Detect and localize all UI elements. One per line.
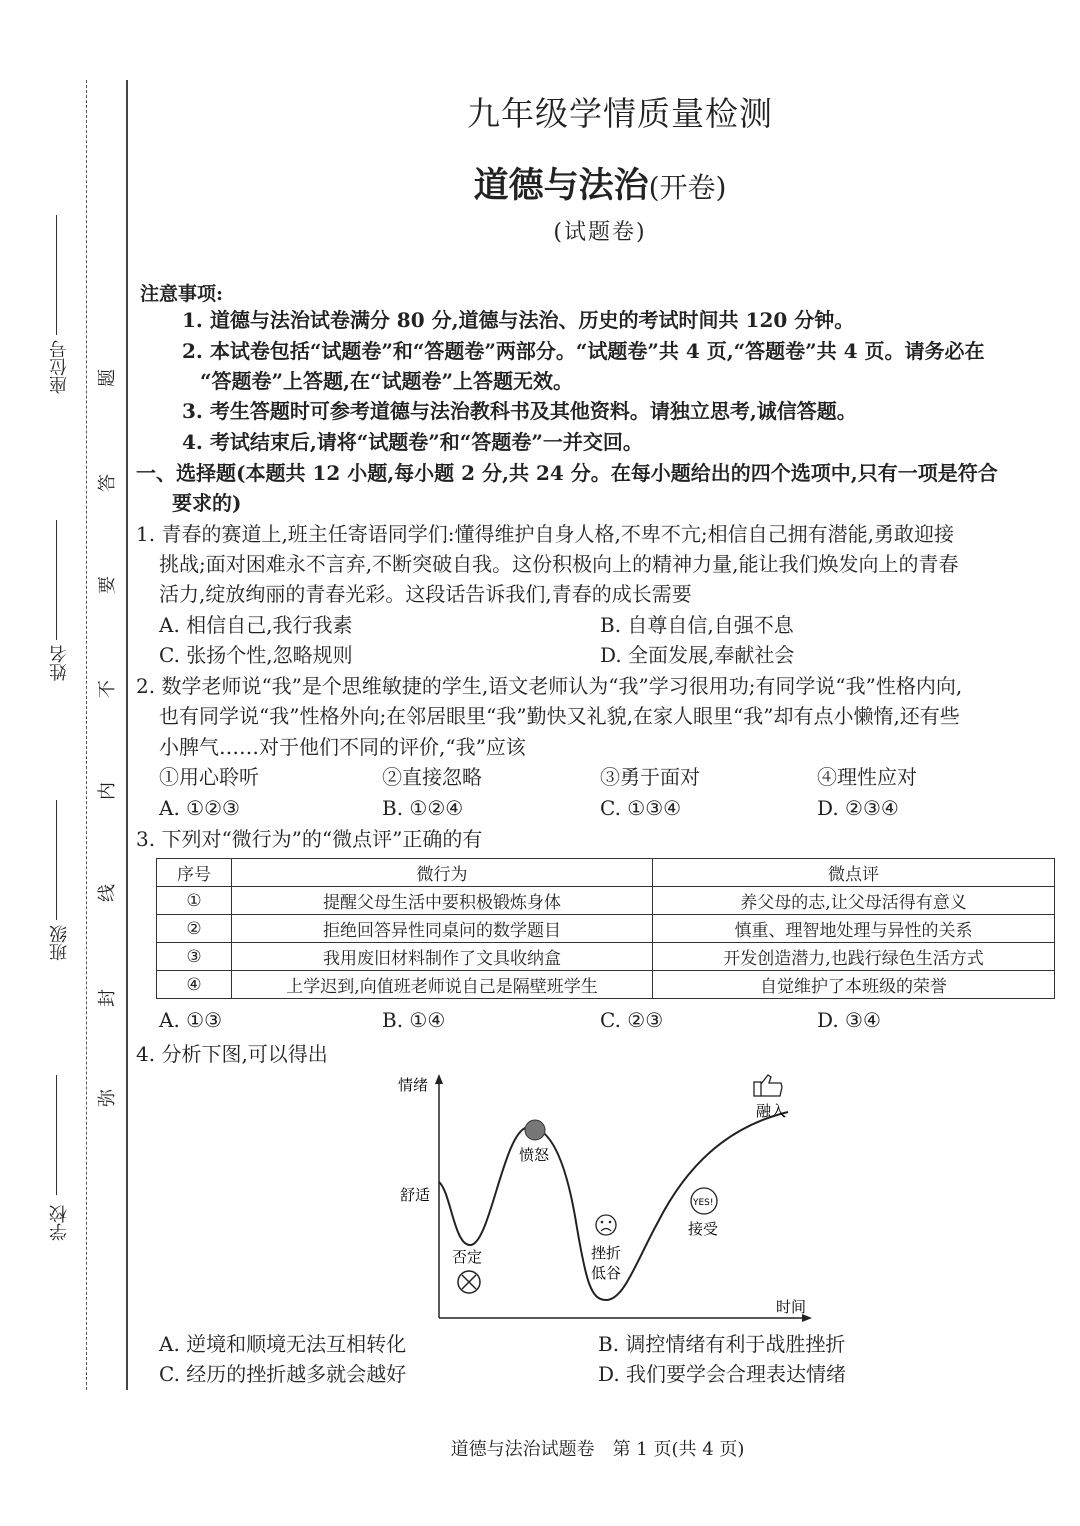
q4-option-b: B. 调控情绪有利于战胜挫折	[598, 1332, 846, 1356]
table-cell: 我用废旧材料制作了文具收纳盒	[232, 943, 653, 971]
x-axis-label: 时间	[776, 1298, 807, 1316]
yes-badge-text: YES!	[693, 1198, 714, 1208]
stage-denial: 否定	[452, 1248, 483, 1266]
q2-item-2: ②直接忽略	[382, 765, 482, 789]
notice-item-3: 3. 考生答题时可参考道德与法治教科书及其他资料。请独立思考,诚信答题。	[182, 399, 857, 423]
exam-title: 九年级学情质量检测	[467, 94, 773, 133]
q2-stem-line-1: 2. 数学老师说“我”是个思维敏捷的学生,语文老师认为“我”学习很用功;有同学说“我”性格内向,	[136, 674, 963, 698]
stage-acceptance: 接受	[688, 1220, 719, 1238]
table-cell: 慎重、理智地处理与异性的关系	[653, 915, 1055, 943]
q2-option-b: B. ①②④	[382, 796, 464, 820]
q2-stem-line-3: 小脾气……对于他们不同的评价,“我”应该	[159, 735, 526, 759]
baseline-label: 舒适	[400, 1186, 431, 1204]
table-header-cell: 微行为	[232, 859, 653, 887]
sad-face-mouth	[601, 1229, 611, 1232]
seal-char-2: 答	[97, 474, 118, 492]
q4-option-c: C. 经历的挫折越多就会越好	[159, 1362, 407, 1386]
q3-option-d: D. ③④	[817, 1008, 881, 1032]
subject-title	[0, 158, 1080, 208]
school-label-text: 学校	[49, 1205, 70, 1241]
stage-integration: 融入	[756, 1102, 787, 1120]
sad-face-eye-left	[601, 1221, 604, 1224]
emotion-curve-chart	[396, 1072, 816, 1322]
table-cell: 开发创造潜力,也践行绿色生活方式	[653, 943, 1055, 971]
paper-type: (试题卷)	[553, 220, 647, 245]
notice-item-1: 1. 道德与法治试卷满分 80 分,道德与法治、历史的考试时间共 120 分钟。	[182, 308, 855, 332]
q2-stem-line-2: 也有同学说“我”性格外向;在邻居眼里“我”勤快又礼貌,在家人眼里“我”却有点小懒惰,还有些	[159, 704, 960, 728]
table-header-cell: 序号	[157, 859, 232, 887]
table-row	[157, 915, 1055, 943]
y-axis-label: 情绪	[398, 1076, 429, 1094]
q3-table	[156, 858, 1055, 999]
class-label-text: 班级	[49, 925, 70, 961]
seal-char-5: 内	[97, 782, 118, 800]
seal-char-1: 题	[97, 369, 118, 387]
seal-char-3: 要	[97, 576, 118, 594]
q1-option-c: C. 张扬个性,忽略规则	[159, 643, 353, 667]
table-cell: 上学迟到,向值班老师说自己是隔壁班学生	[232, 971, 653, 999]
sad-face-icon	[596, 1215, 616, 1235]
dashed-fold-line	[86, 80, 87, 1390]
thumbs-up-hand	[761, 1075, 782, 1096]
seal-char-8: 弥	[97, 1089, 118, 1107]
q2-option-c: C. ①③④	[600, 796, 682, 820]
table-cell: 提醒父母生活中要积极锻炼身体	[232, 887, 653, 915]
notice-heading: 注意事项:	[140, 283, 224, 305]
q4-option-d: D. 我们要学会合理表达情绪	[598, 1362, 847, 1386]
table-cell: ②	[157, 915, 232, 943]
q4-option-a: A. 逆境和顺境无法互相转化	[159, 1332, 407, 1356]
stage-frustration: 挫折	[591, 1244, 622, 1262]
q1-option-b: B. 自尊自信,自强不息	[600, 613, 794, 637]
q1-option-d: D. 全面发展,奉献社会	[600, 643, 795, 667]
q1-option-a: A. 相信自己,我行我素	[159, 613, 353, 637]
angry-face-icon	[525, 1120, 545, 1140]
seal-char-6: 线	[97, 884, 118, 902]
seal-char-7: 封	[97, 989, 118, 1007]
q2-option-a: A. ①②③	[159, 796, 240, 820]
seal-char-4: 不	[97, 680, 118, 698]
stage-low-point: 低谷	[591, 1264, 622, 1282]
school-underline	[56, 1075, 75, 1195]
notice-item-2-cont: “答题卷”上答题,在“试题卷”上答题无效。	[200, 369, 573, 393]
q1-stem-line-2: 挑战;面对困难永不言弃,不断突破自我。这份积极向上的精神力量,能让我们焕发向上的青春	[159, 552, 959, 576]
table-cell: 自觉维护了本班级的荣誉	[653, 971, 1055, 999]
table-row	[157, 971, 1055, 999]
table-row	[157, 943, 1055, 971]
seat-label-text: 座位号	[49, 340, 70, 394]
class-label	[40, 925, 80, 966]
table-cell: ④	[157, 971, 232, 999]
table-cell: 养父母的志,让父母活得有意义	[653, 887, 1055, 915]
table-cell: ①	[157, 887, 232, 915]
table-row	[157, 887, 1055, 915]
subject-note: (开卷)	[648, 171, 727, 204]
stage-anger: 愤怒	[519, 1146, 550, 1164]
q2-item-4: ④理性应对	[817, 765, 917, 789]
q2-item-3: ③勇于面对	[600, 765, 700, 789]
table-header-cell: 微点评	[653, 859, 1055, 887]
q3-option-c: C. ②③	[600, 1008, 664, 1032]
section-heading-cont: 要求的)	[172, 491, 242, 515]
q3-stem: 3. 下列对“微行为”的“微点评”正确的有	[136, 827, 483, 851]
name-label-text: 姓名	[49, 645, 70, 681]
seal-border-line	[126, 80, 128, 1390]
q3-option-b: B. ①④	[382, 1008, 446, 1032]
subject-name: 道德与法治	[473, 165, 649, 206]
seat-label	[40, 340, 80, 399]
name-label	[40, 645, 80, 686]
q1-stem-line-3: 活力,绽放绚丽的青春光彩。这段话告诉我们,青春的成长需要	[159, 582, 692, 606]
school-label	[40, 1205, 80, 1246]
q2-item-1: ①用心聆听	[159, 765, 259, 789]
y-axis-arrow	[435, 1074, 443, 1084]
q4-stem: 4. 分析下图,可以得出	[136, 1042, 328, 1066]
class-underline	[56, 800, 75, 920]
name-underline	[56, 520, 75, 640]
sad-face-eye-right	[609, 1221, 612, 1224]
notice-item-4: 4. 考试结束后,请将“试题卷”和“答题卷”一并交回。	[182, 430, 643, 454]
page-footer: 道德与法治试题卷 第 1 页(共 4 页)	[450, 1439, 745, 1460]
notice-item-2: 2. 本试卷包括“试题卷”和“答题卷”两部分。“试题卷”共 4 页,“答题卷”共 4 页。请务必在	[182, 339, 985, 363]
q2-option-d: D. ②③④	[817, 796, 899, 820]
table-cell: ③	[157, 943, 232, 971]
section-heading: 一、选择题(本题共 12 小题,每小题 2 分,共 24 分。在每小题给出的四个选项中,只有一项是符合	[136, 461, 998, 485]
q3-option-a: A. ①③	[159, 1008, 223, 1032]
table-cell: 拒绝回答异性同桌问的数学题目	[232, 915, 653, 943]
thumbs-up-icon	[754, 1082, 761, 1096]
q1-stem-line-1: 1. 青春的赛道上,班主任寄语同学们:懂得维护自身人格,不卑不亢;相信自己拥有潜能,勇敢迎接	[136, 522, 954, 546]
table-header-row	[157, 859, 1055, 887]
